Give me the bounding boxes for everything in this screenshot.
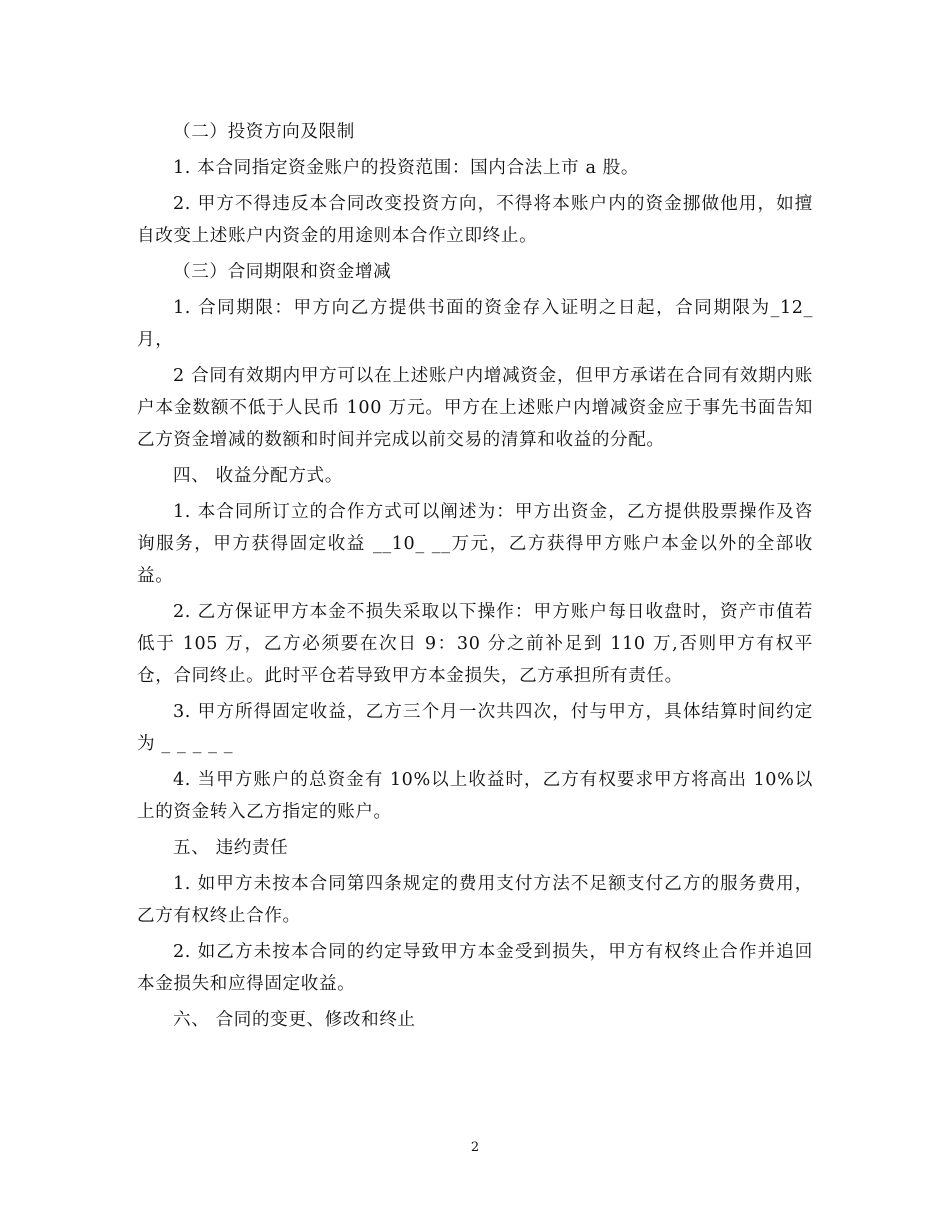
section-heading-investment-direction: （二）投资方向及限制 xyxy=(173,122,355,142)
section-heading-term-and-funds: （三）合同期限和资金增减 xyxy=(173,262,392,282)
clause-investment-scope: 1. 本合同指定资金账户的投资范围：国内合法上市 a 股。 xyxy=(173,158,640,178)
section-heading-contract-changes: 六、 合同的变更、修改和终止 xyxy=(173,1010,416,1030)
clause-settlement-schedule: 3. 甲方所得固定收益，乙方三个月一次共四次，付与甲方，具体结算时间约定为 _ _ _ _ _ xyxy=(137,702,813,754)
clause-contract-term: 1. 合同期限：甲方向乙方提供书面的资金存入证明之日起，合同期限为_12_月， xyxy=(137,298,813,350)
page-number: 2 xyxy=(470,1140,480,1155)
clause-investment-restriction: 2. 甲方不得违反本合同改变投资方向，不得将本账户内的资金挪做他用，如擅自改变上述账户内资金的用途则本合作立即终止。 xyxy=(137,194,813,246)
clause-excess-profit: 4. 当甲方账户的总资金有 10%以上收益时，乙方有权要求甲方将高出 10%以上的资金转入乙方指定的账户。 xyxy=(137,770,813,822)
clause-principal-guarantee: 2. 乙方保证甲方本金不损失采取以下操作：甲方账户每日收盘时，资产市值若低于 105 万，乙方必须要在次日 9：30 分之前补足到 110 万,否则甲方有权平仓，合同终止。此时平仓若导致甲方本金损失，乙方承担所有责任。 xyxy=(137,602,813,686)
clause-cooperation-mode: 1. 本合同所订立的合作方式可以阐述为：甲方出资金，乙方提供股票操作及咨询服务，甲方获得固定收益 __10_ __万元，乙方获得甲方账户本金以外的全部收益。 xyxy=(137,502,813,586)
section-heading-profit-distribution: 四、 收益分配方式。 xyxy=(173,466,343,486)
clause-party-b-breach: 2. 如乙方未按本合同的约定导致甲方本金受到损失，甲方有权终止合作并追回本金损失和应得固定收益。 xyxy=(137,942,813,994)
section-heading-breach-liability: 五、 违约责任 xyxy=(173,838,289,858)
clause-party-a-breach: 1. 如甲方未按本合同第四条规定的费用支付方法不足额支付乙方的服务费用，乙方有权终止合作。 xyxy=(137,874,813,926)
clause-fund-adjustment: 2 合同有效期内甲方可以在上述账户内增减资金，但甲方承诺在合同有效期内账户本金数额不低于人民币 100 万元。甲方在上述账户内增减资金应于事先书面告知乙方资金增减的数额和时间并完成以前交易的清算和收益的分配。 xyxy=(137,366,813,450)
document-body xyxy=(137,116,813,1040)
